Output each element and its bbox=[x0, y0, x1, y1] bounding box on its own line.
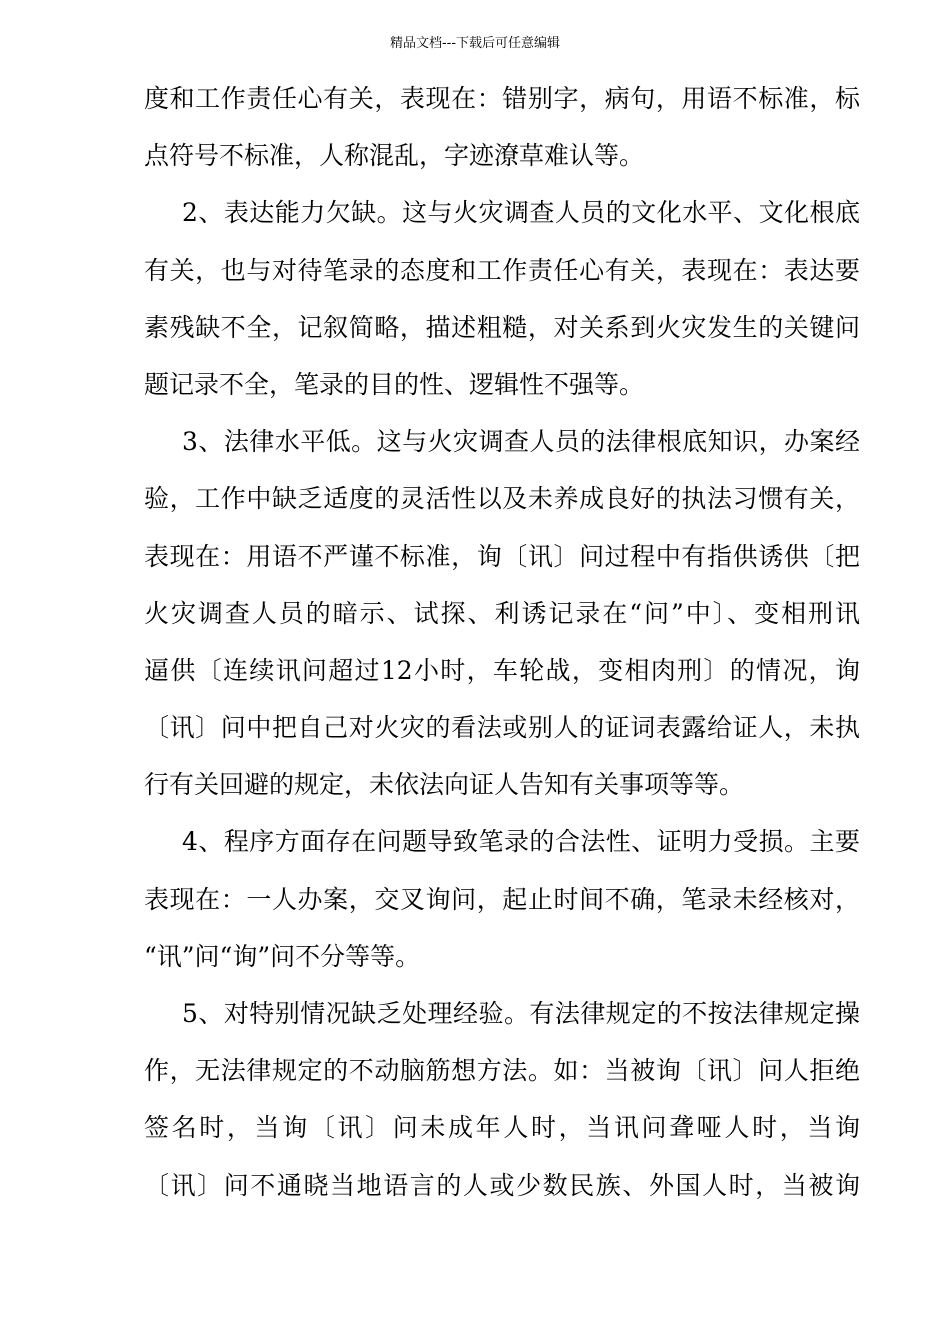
text-line: “讯”问“询”问不分等等。 bbox=[144, 941, 421, 971]
text-line: 逼供〔连续讯问超过12小时，车轮战，变相肉刑〕的情况，询 bbox=[144, 655, 860, 685]
text-line: 5、对特别情况缺乏处理经验。有法律规定的不按法律规定操 bbox=[182, 999, 860, 1028]
text-line: 素残缺不全，记叙简略，描述粗糙，对关系到火灾发生的关键问 bbox=[144, 312, 860, 342]
text-line: 4、程序方面存在问题导致笔录的合法性、证明力受损。主要 bbox=[182, 827, 860, 857]
text-line: 3、法律水平低。这与火灾调查人员的法律根底知识，办案经 bbox=[182, 427, 860, 457]
text-line: 〔讯〕问中把自己对火灾的看法或别人的证词表露给证人，未执 bbox=[144, 713, 860, 743]
text-line: 2、表达能力欠缺。这与火灾调查人员的文化水平、文化根底 bbox=[182, 198, 860, 228]
text-line: 验，工作中缺乏适度的灵活性以及未养成良好的执法习惯有关， bbox=[144, 484, 860, 514]
text-line: 度和工作责任心有关，表现在：错别字，病句，用语不标准，标 bbox=[144, 84, 860, 113]
text-line: 〔讯〕问不通晓当地语言的人或少数民族、外国人时，当被询 bbox=[144, 1170, 860, 1200]
text-line: 表现在：一人办案，交叉询问，起止时间不确，笔录未经核对， bbox=[144, 884, 860, 914]
text-line: 火灾调查人员的暗示、试探、利诱记录在“问”中〕、变相刑讯 bbox=[144, 598, 860, 628]
page-header: 精品文档---下载后可任意编辑 bbox=[389, 36, 561, 51]
body-text bbox=[144, 70, 860, 1214]
text-line: 有关，也与对待笔录的态度和工作责任心有关，表现在：表达要 bbox=[144, 255, 860, 285]
text-line: 签名时，当询〔讯〕问未成年人时，当讯问聋哑人时，当询 bbox=[144, 1113, 860, 1143]
text-line: 点符号不标准，人称混乱，字迹潦草难认等。 bbox=[144, 141, 645, 171]
text-line: 行有关回避的规定，未依法向证人告知有关事项等等。 bbox=[144, 770, 745, 800]
text-line: 表现在：用语不严谨不标准，询〔讯〕问过程中有指供诱供〔把 bbox=[144, 541, 860, 571]
text-line: 作，无法律规定的不动脑筋想方法。如：当被询〔讯〕问人拒绝 bbox=[144, 1056, 860, 1086]
text-line: 题记录不全，笔录的目的性、逻辑性不强等。 bbox=[144, 369, 645, 399]
